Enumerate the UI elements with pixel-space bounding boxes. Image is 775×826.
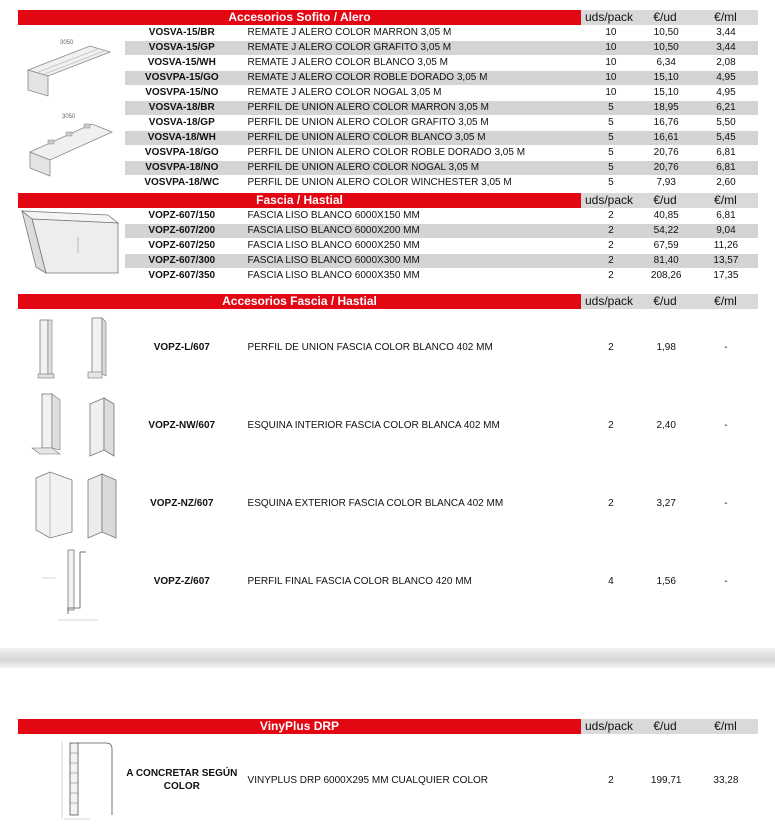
price-per-unit: 10,50 bbox=[653, 42, 679, 53]
product-description: ESQUINA INTERIOR FASCIA COLOR BLANCA 402 MM bbox=[247, 419, 500, 431]
section-header bbox=[18, 10, 758, 25]
price-per-meter: 6,81 bbox=[716, 210, 736, 221]
column-headers bbox=[581, 719, 758, 734]
product-description: PERFIL DE UNION ALERO COLOR BLANCO 3,05 M bbox=[247, 132, 486, 143]
table-row bbox=[125, 26, 758, 41]
units-per-pack: 10 bbox=[605, 87, 617, 98]
units-per-pack: 2 bbox=[608, 497, 614, 509]
units-per-pack: 5 bbox=[608, 147, 614, 158]
end-profile-drawing bbox=[38, 548, 118, 624]
product-description: REMATE J ALERO COLOR NOGAL 3,05 M bbox=[247, 87, 442, 98]
drawing-label: 3050 bbox=[60, 40, 74, 46]
product-code: VOSVA-15/BR bbox=[148, 27, 215, 38]
price-per-meter: 33,28 bbox=[713, 774, 739, 786]
price-per-unit: 7,93 bbox=[656, 177, 676, 188]
product-description: PERFIL FINAL FASCIA COLOR BLANCO 420 MM bbox=[247, 575, 472, 587]
product-code: A CONCRETAR SEGÚN COLOR bbox=[126, 768, 238, 792]
price-per-unit: 199,71 bbox=[650, 774, 682, 786]
sofito-j-profile-drawing bbox=[20, 30, 122, 102]
sofito-union-profile-drawing bbox=[20, 106, 122, 182]
col-uds: uds/pack bbox=[584, 719, 634, 733]
units-per-pack: 4 bbox=[608, 575, 614, 587]
product-code: VOPZ-607/250 bbox=[148, 240, 216, 251]
price-per-unit: 10,50 bbox=[653, 27, 679, 38]
table-row bbox=[125, 131, 758, 146]
units-per-pack: 10 bbox=[605, 27, 617, 38]
units-per-pack: 10 bbox=[605, 72, 617, 83]
price-per-meter: 6,21 bbox=[716, 102, 736, 113]
table-row bbox=[125, 418, 758, 432]
table-row bbox=[125, 254, 758, 269]
table-row bbox=[125, 176, 758, 191]
units-per-pack: 2 bbox=[608, 255, 614, 266]
section-title: VinyPlus DRP bbox=[259, 719, 340, 733]
inner-corner-drawing bbox=[30, 390, 130, 464]
price-per-unit: 15,10 bbox=[653, 87, 679, 98]
fascia-board-drawing bbox=[18, 209, 124, 277]
section-header bbox=[18, 719, 758, 734]
col-eur-ml: €/ml bbox=[714, 193, 737, 207]
product-description: REMATE J ALERO COLOR BLANCO 3,05 M bbox=[247, 57, 448, 68]
product-code: VOPZ-607/200 bbox=[148, 225, 216, 236]
product-description: ESQUINA EXTERIOR FASCIA COLOR BLANCA 402 MM bbox=[247, 497, 504, 509]
units-per-pack: 2 bbox=[608, 225, 614, 236]
product-description: REMATE J ALERO COLOR ROBLE DORADO 3,05 M bbox=[247, 72, 488, 83]
section-fascia bbox=[18, 193, 758, 281]
price-per-meter: 11,26 bbox=[713, 240, 739, 251]
product-description: PERFIL DE UNION ALERO COLOR WINCHESTER 3,05 M bbox=[247, 177, 512, 188]
section-sofito bbox=[18, 10, 758, 188]
col-eur-ml: €/ml bbox=[714, 10, 737, 24]
union-fascia-drawing bbox=[30, 314, 120, 384]
section-title: Accesorios Sofito / Alero bbox=[228, 10, 371, 24]
price-per-unit: 20,76 bbox=[653, 162, 679, 173]
price-per-unit: 3,27 bbox=[656, 497, 676, 509]
price-per-meter: 4,95 bbox=[716, 72, 736, 83]
table-row bbox=[125, 86, 758, 101]
price-per-unit: 20,76 bbox=[653, 147, 679, 158]
units-per-pack: 5 bbox=[608, 132, 614, 143]
price-per-meter: 4,95 bbox=[716, 87, 736, 98]
price-per-meter: - bbox=[724, 575, 728, 587]
product-code: VOSVA-18/GP bbox=[148, 117, 215, 128]
price-per-meter: 13,57 bbox=[713, 255, 739, 266]
price-per-unit: 18,95 bbox=[653, 102, 679, 113]
table-row bbox=[125, 340, 758, 354]
product-code: VOSVA-15/GP bbox=[148, 42, 215, 53]
price-per-unit: 40,85 bbox=[653, 210, 679, 221]
price-per-meter: - bbox=[724, 497, 728, 509]
price-per-meter: 5,45 bbox=[716, 132, 736, 143]
units-per-pack: 5 bbox=[608, 162, 614, 173]
product-code: VOSVPA-18/WC bbox=[144, 177, 220, 188]
col-eur-ml: €/ml bbox=[714, 719, 737, 733]
price-per-meter: 2,60 bbox=[716, 177, 736, 188]
price-per-meter: 17,35 bbox=[713, 270, 739, 281]
col-eur-ud: €/ud bbox=[653, 193, 677, 207]
product-description: PERFIL DE UNION ALERO COLOR NOGAL 3,05 M bbox=[247, 162, 480, 173]
product-description: FASCIA LISO BLANCO 6000X200 MM bbox=[247, 225, 420, 236]
units-per-pack: 2 bbox=[608, 774, 614, 786]
table-row bbox=[125, 224, 758, 239]
product-code: VOSVPA-18/NO bbox=[145, 162, 219, 173]
price-per-unit: 15,10 bbox=[653, 72, 679, 83]
units-per-pack: 2 bbox=[608, 240, 614, 251]
table-row bbox=[125, 765, 758, 795]
section-acc-fascia bbox=[18, 294, 758, 587]
col-uds: uds/pack bbox=[584, 10, 634, 24]
table-row bbox=[125, 269, 758, 284]
table-row bbox=[125, 209, 758, 224]
price-per-meter: - bbox=[724, 341, 728, 353]
table-row bbox=[125, 146, 758, 161]
drawing-label: 3050 bbox=[62, 114, 76, 120]
table-row bbox=[125, 496, 758, 510]
product-code: VOSVPA-15/GO bbox=[144, 72, 219, 83]
section-title: Fascia / Hastial bbox=[256, 193, 343, 207]
product-description: FASCIA LISO BLANCO 6000X150 MM bbox=[247, 210, 420, 221]
section-title: Accesorios Fascia / Hastial bbox=[222, 294, 377, 308]
units-per-pack: 2 bbox=[608, 270, 614, 281]
units-per-pack: 2 bbox=[608, 210, 614, 221]
table-row bbox=[125, 41, 758, 56]
product-code: VOPZ-Z/607 bbox=[153, 575, 210, 587]
section-header bbox=[18, 193, 758, 208]
price-per-unit: 67,59 bbox=[653, 240, 679, 251]
table-row bbox=[125, 161, 758, 176]
product-code: VOPZ-L/607 bbox=[153, 341, 210, 353]
product-description: FASCIA LISO BLANCO 6000X300 MM bbox=[247, 255, 420, 266]
price-per-unit: 208,26 bbox=[650, 270, 682, 281]
table-row bbox=[125, 71, 758, 86]
units-per-pack: 5 bbox=[608, 177, 614, 188]
product-code: VOPZ-607/150 bbox=[148, 210, 216, 221]
table-row bbox=[125, 239, 758, 254]
units-per-pack: 10 bbox=[605, 57, 617, 68]
price-per-unit: 16,61 bbox=[653, 132, 679, 143]
units-per-pack: 2 bbox=[608, 419, 614, 431]
sofito-rows bbox=[125, 26, 758, 191]
table-row bbox=[125, 574, 758, 588]
product-description: REMATE J ALERO COLOR GRAFITO 3,05 M bbox=[247, 42, 452, 53]
units-per-pack: 10 bbox=[605, 42, 617, 53]
product-code: VOSVPA-18/GO bbox=[144, 147, 219, 158]
vinyplus-profile-drawing bbox=[34, 739, 124, 825]
product-code: VOSVA-18/BR bbox=[148, 102, 215, 113]
price-per-unit: 81,40 bbox=[653, 255, 679, 266]
product-code: VOSVA-18/WH bbox=[147, 132, 216, 143]
page-divider bbox=[0, 648, 775, 668]
price-per-unit: 1,56 bbox=[656, 575, 676, 587]
price-per-meter: 6,81 bbox=[716, 162, 736, 173]
table-row bbox=[125, 101, 758, 116]
col-eur-ud: €/ud bbox=[653, 719, 677, 733]
fascia-rows bbox=[125, 209, 758, 284]
price-per-meter: 5,50 bbox=[716, 117, 736, 128]
product-description: PERFIL DE UNION FASCIA COLOR BLANCO 402 MM bbox=[247, 341, 493, 353]
product-code: VOPZ-607/350 bbox=[148, 270, 216, 281]
units-per-pack: 2 bbox=[608, 341, 614, 353]
price-per-meter: 6,81 bbox=[716, 147, 736, 158]
column-headers bbox=[581, 10, 758, 25]
price-per-unit: 2,40 bbox=[656, 419, 676, 431]
price-per-meter: 3,44 bbox=[716, 27, 736, 38]
outer-corner-drawing bbox=[30, 468, 130, 542]
col-eur-ud: €/ud bbox=[653, 294, 677, 308]
price-per-unit: 6,34 bbox=[656, 57, 676, 68]
product-code: VOPZ-NW/607 bbox=[148, 419, 216, 431]
section-header bbox=[18, 294, 758, 309]
table-row bbox=[125, 56, 758, 71]
col-uds: uds/pack bbox=[584, 193, 634, 207]
section-vinyplus bbox=[18, 719, 758, 792]
price-per-unit: 1,98 bbox=[656, 341, 676, 353]
product-code: VOSVA-15/WH bbox=[147, 57, 216, 68]
product-code: VOSVPA-15/NO bbox=[145, 87, 219, 98]
product-code: VOPZ-607/300 bbox=[148, 255, 216, 266]
price-per-unit: 16,76 bbox=[653, 117, 679, 128]
column-headers bbox=[581, 294, 758, 309]
product-description: PERFIL DE UNION ALERO COLOR MARRON 3,05 M bbox=[247, 102, 489, 113]
price-per-unit: 54,22 bbox=[653, 225, 679, 236]
product-description: PERFIL DE UNION ALERO COLOR GRAFITO 3,05 M bbox=[247, 117, 489, 128]
price-per-meter: 3,44 bbox=[716, 42, 736, 53]
product-description: FASCIA LISO BLANCO 6000X250 MM bbox=[247, 240, 420, 251]
col-eur-ml: €/ml bbox=[714, 294, 737, 308]
price-per-meter: - bbox=[724, 419, 728, 431]
col-uds: uds/pack bbox=[584, 294, 634, 308]
product-description: PERFIL DE UNION ALERO COLOR ROBLE DORADO 3,05 M bbox=[247, 147, 526, 158]
product-code: VOPZ-NZ/607 bbox=[150, 497, 214, 509]
table-row bbox=[125, 116, 758, 131]
units-per-pack: 5 bbox=[608, 102, 614, 113]
product-description: FASCIA LISO BLANCO 6000X350 MM bbox=[247, 270, 420, 281]
price-per-meter: 9,04 bbox=[716, 225, 736, 236]
product-description: VINYPLUS DRP 6000X295 MM CUALQUIER COLOR bbox=[247, 774, 489, 786]
price-per-meter: 2,08 bbox=[716, 57, 736, 68]
column-headers bbox=[581, 193, 758, 208]
units-per-pack: 5 bbox=[608, 117, 614, 128]
product-description: REMATE J ALERO COLOR MARRON 3,05 M bbox=[247, 27, 452, 38]
col-eur-ud: €/ud bbox=[653, 10, 677, 24]
